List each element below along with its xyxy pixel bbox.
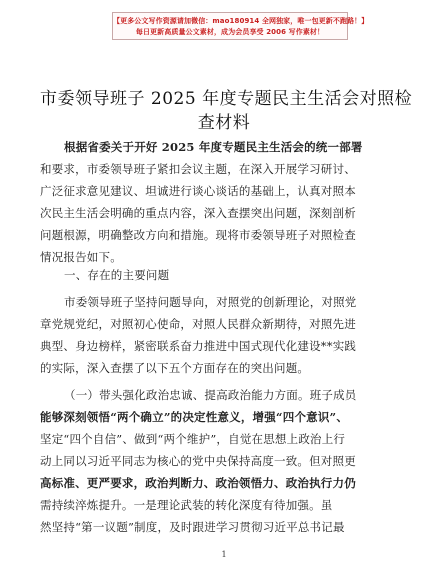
intro-line: 情况报告如下。 — [40, 250, 122, 264]
promo-banner-line-2: 每日更新高质量公文素材，成为会员享受 2006 写作素材！ — [135, 28, 325, 36]
promo-banner-line-1: 【更多公文写作资源请加微信：mao180914 全网独家，唯一包更新不跑路！】 — [113, 17, 369, 25]
intro-line: 根据省委关于开好 2025 年度专题民主生活会的统一部署 — [64, 140, 363, 154]
section-line: 章党规党纪，对照初心使命，对照人民群众新期待，对照先进 — [40, 317, 356, 331]
section-line: 市委领导班子坚持问题导向，对照党的创新理论，对照党 — [64, 295, 357, 309]
subsection-paragraph — [40, 384, 408, 538]
subsection-line: 需持续淬炼提升。一是理论武装的转化深度有待加强。虽 — [40, 498, 333, 512]
subsection-line: 然坚持“第一议题”制度，及时跟进学习贯彻习近平总书记最 — [40, 520, 345, 534]
intro-paragraph — [40, 136, 408, 268]
intro-line: 广泛征求意见建议、坦诚进行谈心谈话的基础上，认真对照本 — [40, 184, 356, 198]
section-line: 典型、身边榜样，紧密联系奋力推进中国式现代化建设**实践 — [40, 339, 357, 353]
subsection-line: 动上同以习近平同志为核心的党中央保持高度一致。但对照更 — [40, 454, 356, 468]
subsection-line: （一）带头强化政治忠诚、提高政治能力方面。班子成员 — [64, 388, 357, 402]
section-line: 的实际，深入查摆了以下五个方面存在的突出问题。 — [40, 361, 310, 375]
section-heading: 一、存在的主要问题 — [64, 268, 170, 282]
document-title-line-2: 查材料 — [197, 113, 251, 133]
document-title-line-1: 市委领导班子 2025 年度专题民主生活会对照检 — [40, 89, 413, 109]
intro-line: 次民主生活会明确的重点内容，深入查摆突出问题，深刻剖析 — [40, 206, 356, 220]
promo-banner — [112, 12, 369, 40]
section-paragraph — [40, 291, 408, 379]
intro-line: 问题根源，明确整改方向和措施。现将市委领导班子对照检查 — [40, 228, 356, 242]
page-number: 1 — [221, 550, 227, 559]
subsection-line: 高标准、更严要求，政治判断力、政治领悟力、政治执行力仍 — [40, 476, 356, 490]
subsection-line: 坚定“四个自信”、做到“两个维护”，自觉在思想上政治上行 — [40, 432, 346, 446]
intro-line: 和要求，市委领导班子紧扣会议主题，在深入开展学习研讨、 — [40, 162, 356, 176]
subsection-line: 能够深刻领悟“两个确立”的决定性意义，增强“四个意识”、 — [40, 410, 349, 424]
